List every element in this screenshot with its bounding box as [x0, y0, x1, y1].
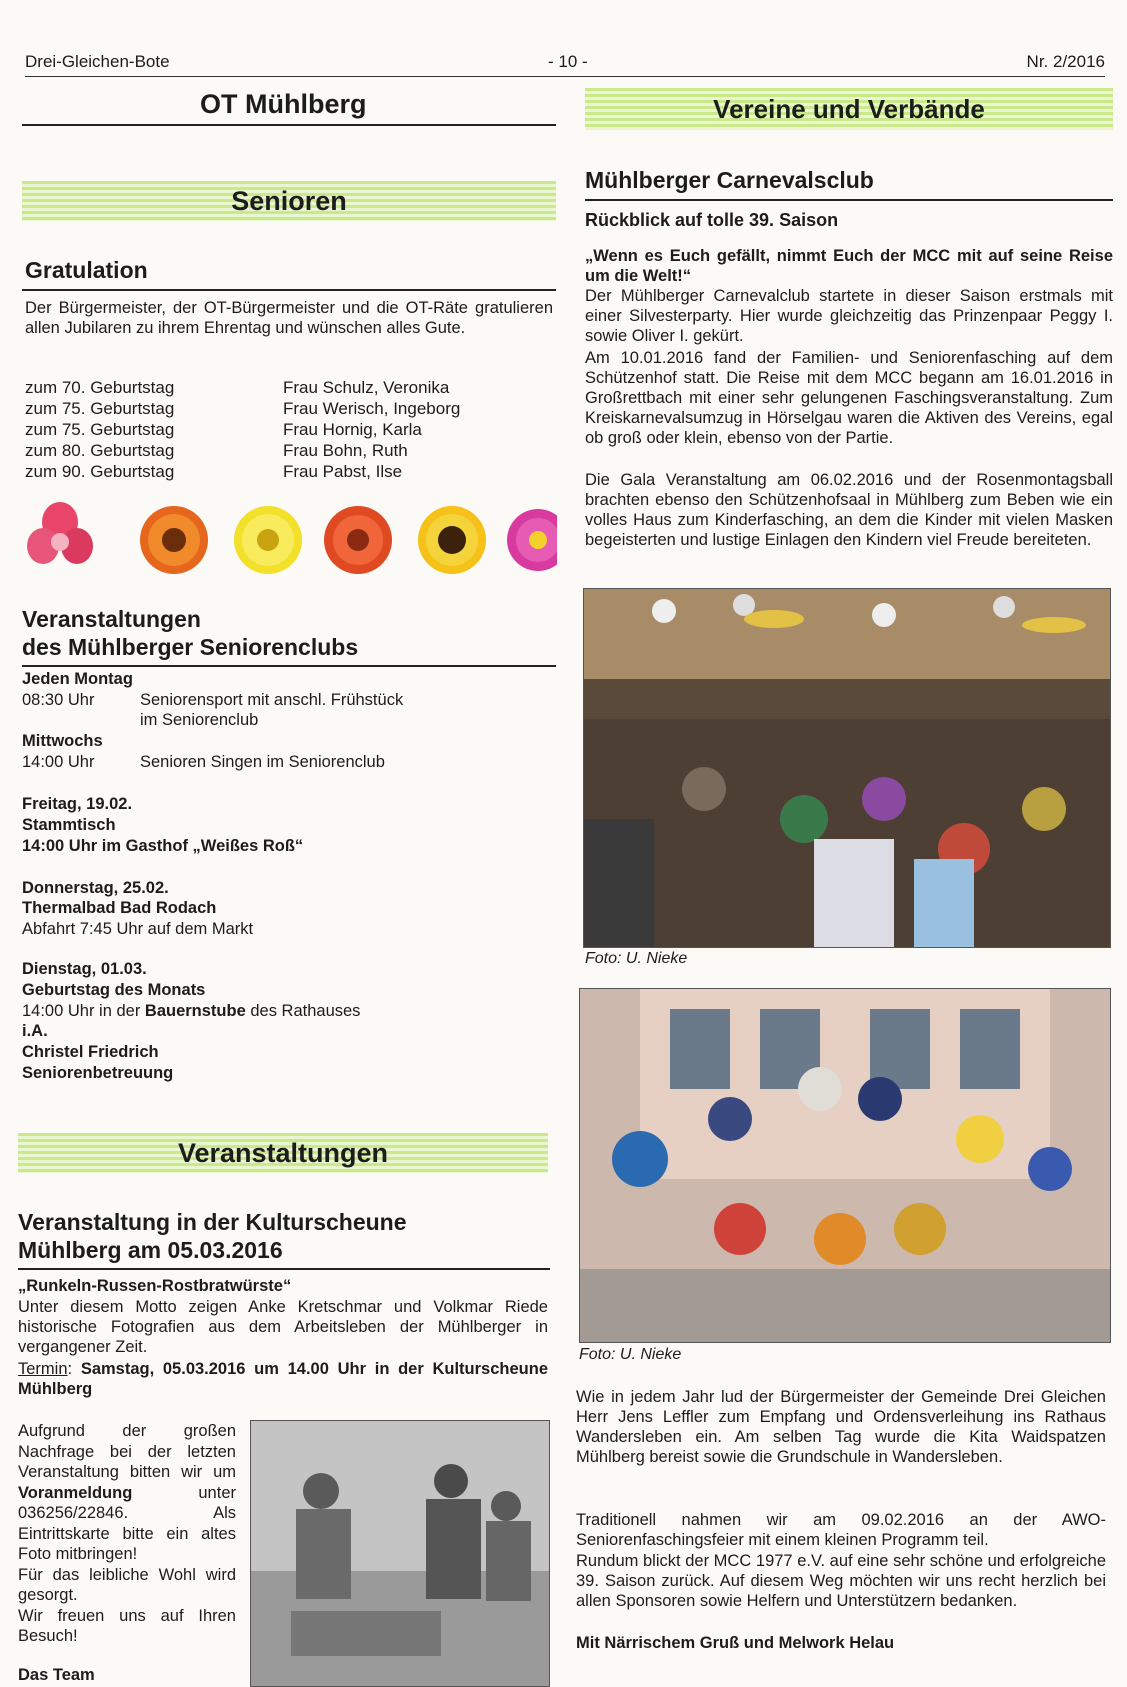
- club-paragraph: Am 10.01.2016 fand der Familien- und Seniorenfasching auf dem Schützenhof statt. Die Reise mit dem MCC begann am 16.01.2016 in Großrettbach mit einer sehr gelungenen Faschingsveranstaltung. Zum Kreiskarnevalsumzug in Hörselgau waren die Aktiven des Vereins, egal ob groß oder klein, ebenso von der Partie.: [585, 349, 1113, 447]
- club-heading: Mühlberger Carnevalsclub: [585, 167, 874, 193]
- signature-role: Seniorenbetreuung: [22, 1064, 174, 1082]
- orange-flower-icon: [140, 506, 208, 574]
- sunflower-icon: [418, 506, 486, 574]
- birthday-name: Frau Schulz, Veronika: [283, 378, 450, 397]
- header-rule: [25, 76, 1105, 77]
- kultur-rule: [18, 1268, 550, 1270]
- event-date: Donnerstag, 25.02.: [22, 879, 169, 897]
- club-subtitle: Rückblick auf tolle 39. Saison: [585, 210, 839, 230]
- gratulation-text: Der Bürgermeister, der OT-Bürgermeister und die OT-Räte gratulieren allen Jubilaren zu ihrem Ehrentag und wünschen alles Gute.: [25, 299, 553, 337]
- schedule-description: im Seniorenclub: [140, 711, 259, 729]
- red-flower-icon: [324, 506, 392, 574]
- club-quote: „Wenn es Euch gefällt, nimmt Euch der MCC mit auf seine Reise um die Welt!“: [585, 247, 1113, 285]
- kultur-heading-line2: Mühlberg am 05.03.2016: [18, 1237, 283, 1263]
- magenta-flower-icon: [507, 509, 557, 571]
- event-detail: 14:00 Uhr in der Bauernstube des Rathauses: [22, 1002, 361, 1020]
- banner-veranstaltungen: Veranstaltungen: [18, 1133, 548, 1173]
- section-title-rule: [22, 124, 556, 126]
- kultur-text: Unter diesem Motto zeigen Anke Kretschmar und Volkmar Riede historische Fotografien aus dem Arbeitsleben der Mühlberger in vergangener Zeit.: [18, 1298, 548, 1356]
- schedule-description: Seniorensport mit anschl. Frühstück: [140, 691, 404, 709]
- seniorenclub-heading-line2: des Mühlberger Seniorenclubs: [22, 634, 359, 660]
- kultur-termin: Termin: Samstag, 05.03.2016 um 14.00 Uhr in der Kulturscheune Mühlberg: [18, 1360, 548, 1398]
- newspaper-name: Drei-Gleichen-Bote: [25, 52, 170, 71]
- gratulation-heading: Gratulation: [25, 257, 148, 283]
- club-paragraph: Der Mühlberger Carnevalclub startete in dieser Saison erstmals mit einer Silvesterparty. Hier wurde gleichzeitig das Prinzenpaar Peggy I. sowie Oliver I. gekürt.: [585, 287, 1113, 345]
- photo-caption: Foto: U. Nieke: [585, 950, 688, 967]
- yellow-flower-icon: [234, 506, 302, 574]
- gratulation-rule: [22, 289, 556, 291]
- kultur-motto: „Runkeln-Russen-Rostbratwürste“: [18, 1277, 292, 1295]
- birthday-occasion: zum 80. Geburtstag: [25, 441, 175, 460]
- photo-caption: Foto: U. Nieke: [579, 1346, 682, 1363]
- birthday-name: Frau Bohn, Ruth: [283, 441, 408, 460]
- birthday-occasion: zum 70. Geburtstag: [25, 378, 175, 397]
- seniorenclub-rule: [22, 665, 556, 667]
- schedule-description: Senioren Singen im Seniorenclub: [140, 753, 385, 771]
- club-paragraph: Wie in jedem Jahr lud der Bürgermeister der Gemeinde Drei Gleichen Herr Jens Leffler zum Empfang und Ordensverleihung ins Rathaus Wandersleben ein. Am selben Tag wurde die Kita Waidspatzen Mühlberg bereist sowie die Grundschule in Wandersleben.: [576, 1388, 1106, 1466]
- banner-vereine-und-verbaende: Vereine und Verbände: [585, 88, 1113, 130]
- event-date: Dienstag, 01.03.: [22, 960, 147, 978]
- pink-flower-icon: [27, 502, 93, 564]
- birthday-occasion: zum 90. Geburtstag: [25, 462, 175, 481]
- historical-photo: [250, 1420, 550, 1687]
- club-heading-rule: [585, 199, 1113, 201]
- club-paragraph: Die Gala Veranstaltung am 06.02.2016 und der Rosenmontagsball brachten ebenso den Schützenhofsaal in Mühlberg zum Beben wie ein volles Haus zum Kinderfasching, an dem die Kinder mit vielen Masken begeisterten und lustige Einlagen den Kindern viel Freude bereiteten.: [585, 471, 1113, 549]
- page-number: - 10 -: [548, 52, 588, 71]
- event-detail: Abfahrt 7:45 Uhr auf dem Markt: [22, 920, 254, 938]
- signature-name: Christel Friedrich: [22, 1043, 159, 1061]
- club-paragraph: Traditionell nahmen wir am 09.02.2016 an der AWO-Seniorenfaschingsfeier mit einem kleinen Programm teil.: [576, 1511, 1106, 1549]
- birthday-occasion: zum 75. Geburtstag: [25, 399, 175, 418]
- banner-senioren: Senioren: [22, 181, 556, 221]
- section-title-ot-muehlberg: OT Mühlberg: [200, 89, 367, 119]
- birthday-name: Frau Hornig, Karla: [283, 420, 422, 439]
- schedule-time: 08:30 Uhr: [22, 691, 95, 709]
- schedule-day: Mittwochs: [22, 732, 103, 750]
- schedule-time: 14:00 Uhr: [22, 753, 95, 771]
- kultur-team-signature: Das Team: [18, 1666, 95, 1684]
- event-title: Thermalbad Bad Rodach: [22, 899, 217, 917]
- carnival-party-photo: [583, 588, 1111, 948]
- event-title: Stammtisch: [22, 816, 116, 834]
- event-title: Geburtstag des Monats: [22, 981, 206, 999]
- flowers-decoration-image: [22, 500, 557, 580]
- birthday-occasion: zum 75. Geburtstag: [25, 420, 175, 439]
- issue-number: Nr. 2/2016: [1026, 52, 1105, 71]
- kultur-side-text: Aufgrund der großen Nachfrage bei der letzten Veranstaltung bitten wir um Voranmeldung unter 036256/22846. Als Eintrittskarte bitte ein altes Foto mitbringen! Für das leibliche Wohl wird gesorgt. Wir freuen uns auf Ihren Besuch!: [18, 1422, 236, 1645]
- club-closing: Mit Närrischem Gruß und Melwork Helau: [576, 1634, 895, 1652]
- seniorenclub-heading-line1: Veranstaltungen: [22, 606, 201, 632]
- birthday-name: Frau Pabst, Ilse: [283, 462, 403, 481]
- kultur-heading-line1: Veranstaltung in der Kulturscheune: [18, 1209, 407, 1235]
- event-date: Freitag, 19.02.: [22, 795, 133, 813]
- event-detail: 14:00 Uhr im Gasthof „Weißes Roß“: [22, 837, 304, 855]
- carnival-group-photo: [579, 988, 1111, 1343]
- signature-ia: i.A.: [22, 1022, 48, 1040]
- schedule-day: Jeden Montag: [22, 670, 133, 688]
- club-paragraph: Rundum blickt der MCC 1977 e.V. auf eine sehr schöne und erfolgreiche 39. Saison zurück. Auf diesem Weg möchten wir uns recht herzlich bei allen Sponsoren sowie Helfern und Unterstützern bedanken.: [576, 1552, 1106, 1610]
- birthday-name: Frau Werisch, Ingeborg: [283, 399, 461, 418]
